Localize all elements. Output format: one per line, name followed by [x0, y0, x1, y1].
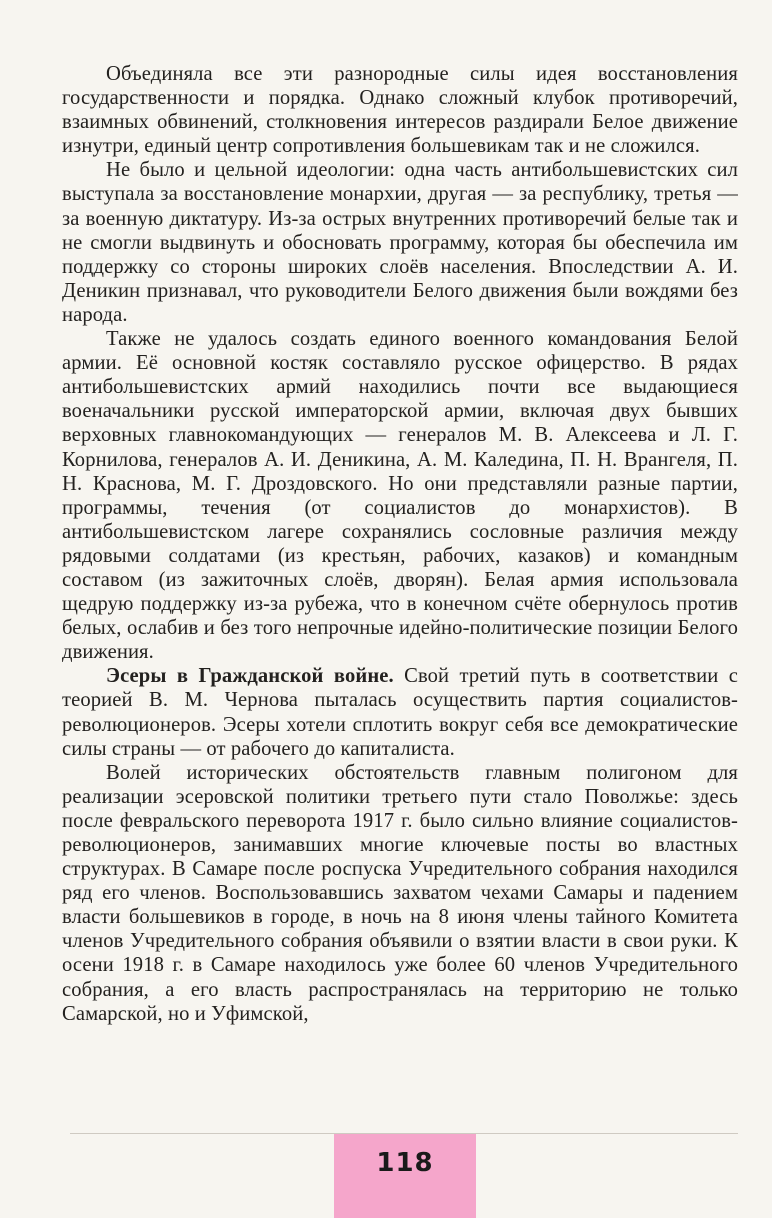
paragraph-4	[62, 664, 738, 760]
main-text	[62, 62, 738, 1026]
section-heading: Эсеры в Гражданской войне.	[106, 665, 394, 688]
page-number: 118	[376, 1148, 434, 1178]
paragraph-text: Волей исторических обстоятельств главным полигоном для реализации эсеровской политики третьего пути стало Поволжье: здесь после февральского переворота 1917 г. было сильно влияние социалистов-революционеров, занимавших многие ключевые посты во властных структурах. В Самаре после роспуска Учредительного собрания находился ряд его членов. Воспользовавшись захватом чехами Самары и падением власти большевиков в городе, в ночь на 8 июня члены тайного Комитета членов Учредительного собрания объявили о взятии власти в свои руки. К осени 1918 г. в Самаре находилось уже более 60 членов Учредительного собрания, а его власть распространялась на территорию не только Самарской, но и Уфимской,	[62, 761, 738, 1025]
paragraph-2	[62, 158, 738, 327]
paragraph-text: Также не удалось создать единого военного командования Белой армии. Её основной костяк составляло русское офицерство. В рядах антибольшевистских армий находились почти все выдающиеся военачальники русской императорской армии, включая двух бывших верховных главнокомандующих — генералов М. В. Алексеева и Л. Г. Корнилова, генералов А. И. Деникина, А. М. Каледина, П. Н. Врангеля, П. Н. Краснова, М. Г. Дроздовского. Но они представляли разные партии, программы, течения (от социалистов до монархистов). В антибольшевистском лагере сохранялись сословные различия между рядовыми солдатами (из крестьян, рабочих, казаков) и командным составом (из зажиточных слоёв, дворян). Белая армия использовала щедрую поддержку из-за рубежа, что в конечном счёте обернулось против белых, ослабив и без того непрочные идейно-политические позиции Белого движения.	[62, 328, 738, 664]
paragraph-3	[62, 327, 738, 664]
paragraph-text: Не было и цельной идеологии: одна часть антибольшевистских сил выступала за восстановление монархии, другая — за республику, третья — за военную диктатуру. Из-за острых внутренних противоречий белые так и не смогли выдвинуть и обосновать программу, которая бы обеспечила им поддержку со стороны широких слоёв населения. Впоследствии А. И. Деникин признавал, что руководители Белого движения были вождями без народа.	[62, 159, 738, 326]
paragraph-text: Свой третий путь в соответствии с теорией В. М. Чернова пыталась осуществить партия социалистов-революционеров. Эсеры хотели сплотить вокруг себя все демократические силы страны — от рабочего до капиталиста.	[62, 665, 738, 760]
paragraph-text: Объединяла все эти разнородные силы идея восстановления государственности и порядка. Однако сложный клубок противоречий, взаимных обвинений, столкновения интересов раздирали Белое движение изнутри, единый центр сопротивления большевикам так и не сложился.	[62, 63, 738, 158]
page-number-badge	[334, 1134, 476, 1218]
paragraph-1	[62, 62, 738, 158]
paragraph-5	[62, 761, 738, 1026]
